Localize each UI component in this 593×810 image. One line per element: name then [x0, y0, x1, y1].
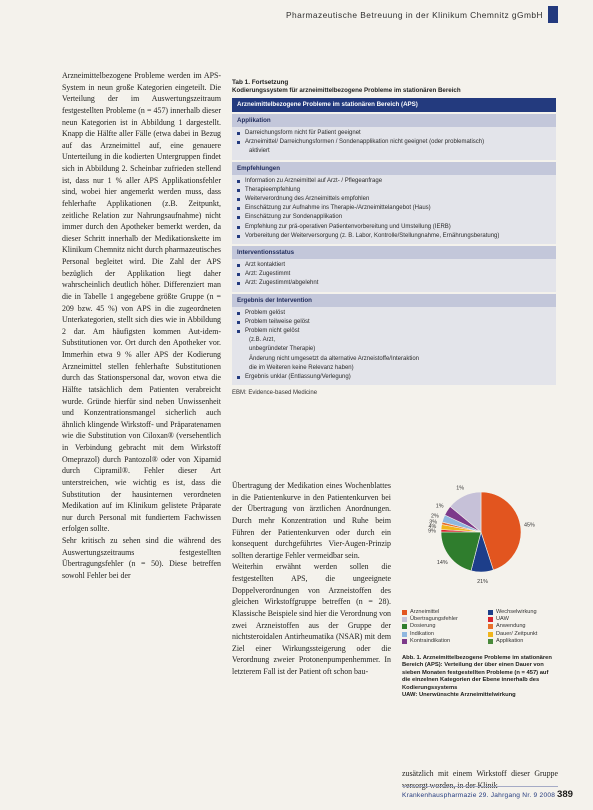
- table-row-text: unbegründeter Therapie): [249, 346, 316, 353]
- body-column-3: [402, 768, 558, 791]
- footer-rule: [402, 786, 558, 787]
- legend-swatch: [402, 632, 407, 637]
- table-row-text: Problem gelöst: [245, 309, 286, 316]
- table-row-text: Arzt: Zugestimmt: [245, 271, 291, 278]
- legend-label: Anwendung: [496, 623, 526, 630]
- table-row-text: die im Weiteren keine Relevanz haben): [249, 364, 354, 371]
- bullet-icon: [237, 216, 240, 219]
- table-row: [237, 129, 551, 138]
- legend-item: [402, 638, 488, 645]
- table-section-header: Empfehlungen: [232, 162, 556, 175]
- table-row-text: Arzneimittel/ Darreichungsformen / Sondenapplikation nicht geeignet (oder problematisch): [245, 139, 485, 146]
- table-row: [237, 223, 551, 232]
- pie-percent-label: 14%: [436, 560, 448, 567]
- pie-percent-label: 1%: [456, 485, 465, 492]
- table-sections: [232, 114, 556, 385]
- footer-journal: Krankenhauspharmazie 29. Jahrgang Nr. 9 2008: [402, 792, 556, 799]
- legend-label: Arzneimittel: [410, 609, 440, 615]
- bullet-icon: [237, 226, 240, 229]
- table-row: [237, 309, 551, 318]
- table-row-text: Problem teilweise gelöst: [245, 318, 310, 325]
- table-section-header: Interventionsstatus: [232, 246, 556, 259]
- table-row-text: Einschätzung zur Aufnahme ins Therapie-/Arzneimittelangebot (Haus): [245, 205, 431, 212]
- table-row-text: (z.B. Arzt,: [249, 337, 276, 344]
- legend-grid: [402, 609, 558, 645]
- bullet-icon: [237, 312, 240, 315]
- running-header: Pharmazeutische Betreuung in der Klinikum Chemnitz gGmbH: [286, 10, 544, 20]
- table-row: [237, 373, 551, 382]
- pie-percent-label: 21%: [477, 578, 488, 585]
- table-row-text: Therapieempfehlung: [245, 186, 301, 193]
- bullet-icon: [237, 207, 240, 210]
- pie-percent-label: 4%: [428, 523, 437, 530]
- table-row-text: Weiterverordnung des Arzneimittels empfohlen: [245, 196, 370, 203]
- legend-swatch: [402, 624, 407, 629]
- table-row: [237, 318, 551, 327]
- legend-swatch: [488, 610, 493, 615]
- caption-text: Abb. 1. Arzneimittelbezogene Probleme im stationären Bereich (APS): Verteilung der über einen Dauer von sieben Monaten festgestellten Probleme (n = 457) auf die einzelnen Kategorien der Ebene innerhalb des Kodierungssystems: [402, 655, 552, 691]
- table-row: [237, 186, 551, 195]
- table-row-text: aktiviert: [249, 148, 270, 155]
- table-row: [237, 177, 551, 186]
- table-title: Tab 1. Fortsetzung: [232, 79, 289, 86]
- table-row-text: Ergebnis unklar (Entlassung/Verlegung): [245, 374, 351, 381]
- legend-label: Dauer/ Zeitpunkt: [496, 630, 538, 637]
- table-1: [232, 79, 556, 397]
- table-section-body: [232, 175, 556, 244]
- legend-swatch: [488, 624, 493, 629]
- legend-label: Applikation: [496, 637, 524, 644]
- body-paragraph: Übertragung der Medikation eines Wochenblattes in die Patientenkurve in den Patientenkurven bei der Übertragung von ärztlichen Anordnungen. Durch mehr Konzentration und Ruhe beim Führen der Patientenkurven oder durch ein konsequent durchgeführtes Vier-Augen-Prinzip sollten derartige Fehler vermeidbar sein.: [232, 481, 391, 560]
- bullet-icon: [237, 264, 240, 267]
- legend-item: [488, 609, 558, 616]
- table-subtitle: Kodierungssystem für arzneimittelbezogene Probleme im stationären Bereich: [232, 87, 461, 94]
- bullet-icon: [237, 235, 240, 238]
- figure-legend: [402, 609, 558, 645]
- table-row: [237, 195, 551, 204]
- pie-chart-svg: [402, 475, 560, 605]
- bullet-icon: [237, 198, 240, 201]
- bullet-icon: [237, 189, 240, 192]
- table-section-header: Ergebnis der Intervention: [232, 294, 556, 307]
- legend-item: [402, 616, 488, 623]
- bullet-icon: [237, 282, 240, 285]
- legend-label: Kontraindikation: [410, 637, 451, 644]
- bullet-icon: [237, 180, 240, 183]
- legend-swatch: [488, 639, 493, 644]
- body-paragraph: Sehr kritisch zu sehen sind die während des Auswertungszeitraums festgestellten Übertragungsfehler (n = 50). Diese betreffen sowohl Fehler bei der: [62, 536, 221, 580]
- bullet-icon: [237, 376, 240, 379]
- table-row-text: Vorbereitung der Weiterversorgung (z. B. Labor, Kontrolle/Stellungnahme, Ernährungsberatung): [245, 232, 500, 239]
- body-paragraph: zusätzlich mit einem Wirkstoff dieser Gruppe versorgt worden, in der Klinik: [402, 769, 558, 790]
- figure-caption: [402, 655, 558, 699]
- legend-label: Wechselwirkung: [496, 609, 537, 615]
- legend-swatch: [402, 610, 407, 615]
- table-row-text: Information zu Arzneimittel auf Arzt- / Pflegeanfrage: [245, 177, 383, 184]
- legend-label: Dosierung: [410, 623, 436, 630]
- legend-item: [488, 638, 558, 645]
- page-header: [0, 0, 593, 30]
- pie-percent-label: 2%: [430, 513, 439, 520]
- table-row-text: Arzt: Zugestimmt/abgelehnt: [245, 280, 319, 287]
- body-column-2: [232, 480, 391, 678]
- bullet-icon: [237, 273, 240, 276]
- table-section-body: [232, 259, 556, 292]
- legend-item: [402, 631, 488, 638]
- body-column-1: [62, 70, 221, 582]
- legend-label: Übertragungsfehler: [410, 616, 458, 623]
- table-row: [237, 232, 551, 241]
- table-row: [237, 213, 551, 222]
- legend-swatch: [488, 617, 493, 622]
- pie-percent-label: 3%: [429, 519, 438, 526]
- table-row: [237, 270, 551, 279]
- table-row: [237, 204, 551, 213]
- legend-label: UAW: [496, 616, 509, 623]
- bullet-icon: [237, 132, 240, 135]
- legend-item: [488, 631, 558, 638]
- pie-percent-label: 45%: [523, 522, 535, 529]
- table-section-header: Applikation: [232, 114, 556, 127]
- legend-item: [488, 616, 558, 623]
- legend-label: Indikation: [410, 630, 434, 637]
- bullet-icon: [237, 141, 240, 144]
- bullet-icon: [237, 330, 240, 333]
- table-row-text: Arzt kontaktiert: [245, 262, 286, 269]
- table-row-text: Einschätzung zur Sondenapplikation: [245, 214, 343, 221]
- page-number: 389: [557, 789, 574, 800]
- table-row: [237, 327, 551, 373]
- table-row: [237, 279, 551, 288]
- table-row-text: Änderung nicht umgesetzt da alternative Arzneistoffe/Interaktion: [249, 355, 419, 362]
- table-section-body: [232, 127, 556, 160]
- caption-note: UAW: Unerwünschte Arzneimittelwirkung: [402, 692, 516, 699]
- table-row-text: Darreichungsform nicht für Patient geeignet: [245, 130, 361, 136]
- table-row: [237, 261, 551, 270]
- table-header: Arzneimittelbezogene Probleme im stationären Bereich (APS): [232, 98, 556, 112]
- legend-item: [488, 623, 558, 630]
- figure-1-pie-chart: [402, 475, 560, 605]
- table-row: [237, 138, 551, 156]
- body-paragraph: Weiterhin erwähnt werden sollen die festgestellten APS, die ungeeignete Doppelverordnungen von Arzneistoffen des gleichen Wirkstoffgruppe betreffen (n = 28). Klassische Beispiele sind hier die Verordnung von zwei Arzneistoffen aus der Gruppe der nichtsteroidalen Antirheumatika (NSAR) mit dem Ziel einer Wirkungssteigerung oder die Verordnung zweier Protonenpumpenhemmer. In letzterem Fall ist der Patient oft schon bau-: [232, 562, 391, 676]
- legend-swatch: [402, 617, 407, 622]
- bullet-icon: [237, 321, 240, 324]
- table-footnote: EBM: Evidence-based Medicine: [232, 390, 318, 397]
- body-paragraph: Arzneimittelbezogene Probleme werden im APS-System in neun große Kategorien eingeteilt. Die Verteilung der im Auswertungszeitraum festgestellten Probleme (n = 457) innerhalb dieser neun Kategorien ist in Abbildung 1 dargestellt. Knapp die Hälfte aller Fälle (etwa dabei in Bezug auf das Arzneimittel auf, eine genauere Unterteilung in die kodierten Untergruppen findet sich in Abbildung 2. Scheinbar zufrieden stellend ist, dass nur 1 % aller APS Applikationsfehler sind, wobei hier angemerkt werden muss, dass fehlerhafte Applikationen (z.B. Zeitpunkt, zeitliche Relation zur Nahrungsaufnahme) nicht immer durch den Apotheker bemerkt werden, da dieser Schritt innerhalb der Medikationskette im Klinikum Chemnitz nicht durch pharmazeutisches Personal begleitet wird. Die Zahl der APS bezüglich der Applikation liegt daher wahrscheinlich deutlich höher. Differenziert man die in Tabelle 1 angegebene größte Gruppe (n = 209 bzw. 45 %) von APS in die zugeordneten Unterkategorien, stellt sich dies wie in Abbildung 2 dar. Am häufigsten kommen Aut-idem-Substitutionen vor. Ort durch den Apotheker vor. Immerhin etwa 9 % aller APS der Kodierung Arzneimittel stellen fehlerhafte Substitutionen durch das Stationspersonal dar, wovon etwa die Hälfte tatsächlich dem Patienten verabreicht wurde. Gründe hierfür sind neben Unwissenheit und Konzentrationsmangel sicherlich auch ähnlich klingende Wirkstoff- und Präparatenamen wie die Substitution von Ciloxan® (versehentlich in Verbindung gebracht mit dem Wirkstoff Omeprazol) durch Pantozol® oder von Xipamid durch Cipramil®. Fehler dieser Art unterstreichen, wie wichtig es ist, dass die Substitution der hausinternen verordneten Medikation auf im Klinikum gelistete Präparate nur durch Personal mit fundiertem Fachwissen erfolgen sollte.: [62, 71, 221, 534]
- legend-item: [402, 623, 488, 630]
- table-section-body: [232, 307, 556, 386]
- legend-swatch: [488, 632, 493, 637]
- pie-percent-label: 9%: [428, 528, 436, 535]
- table-row-text: Problem nicht gelöst: [245, 328, 300, 335]
- legend-swatch: [402, 639, 407, 644]
- table-row-text: Empfehlung zur prä-operativen Patientenvorbereitung und Umstellung (IERB): [245, 223, 451, 230]
- pie-percent-label: 1%: [435, 503, 444, 510]
- header-accent-bar: [548, 6, 558, 23]
